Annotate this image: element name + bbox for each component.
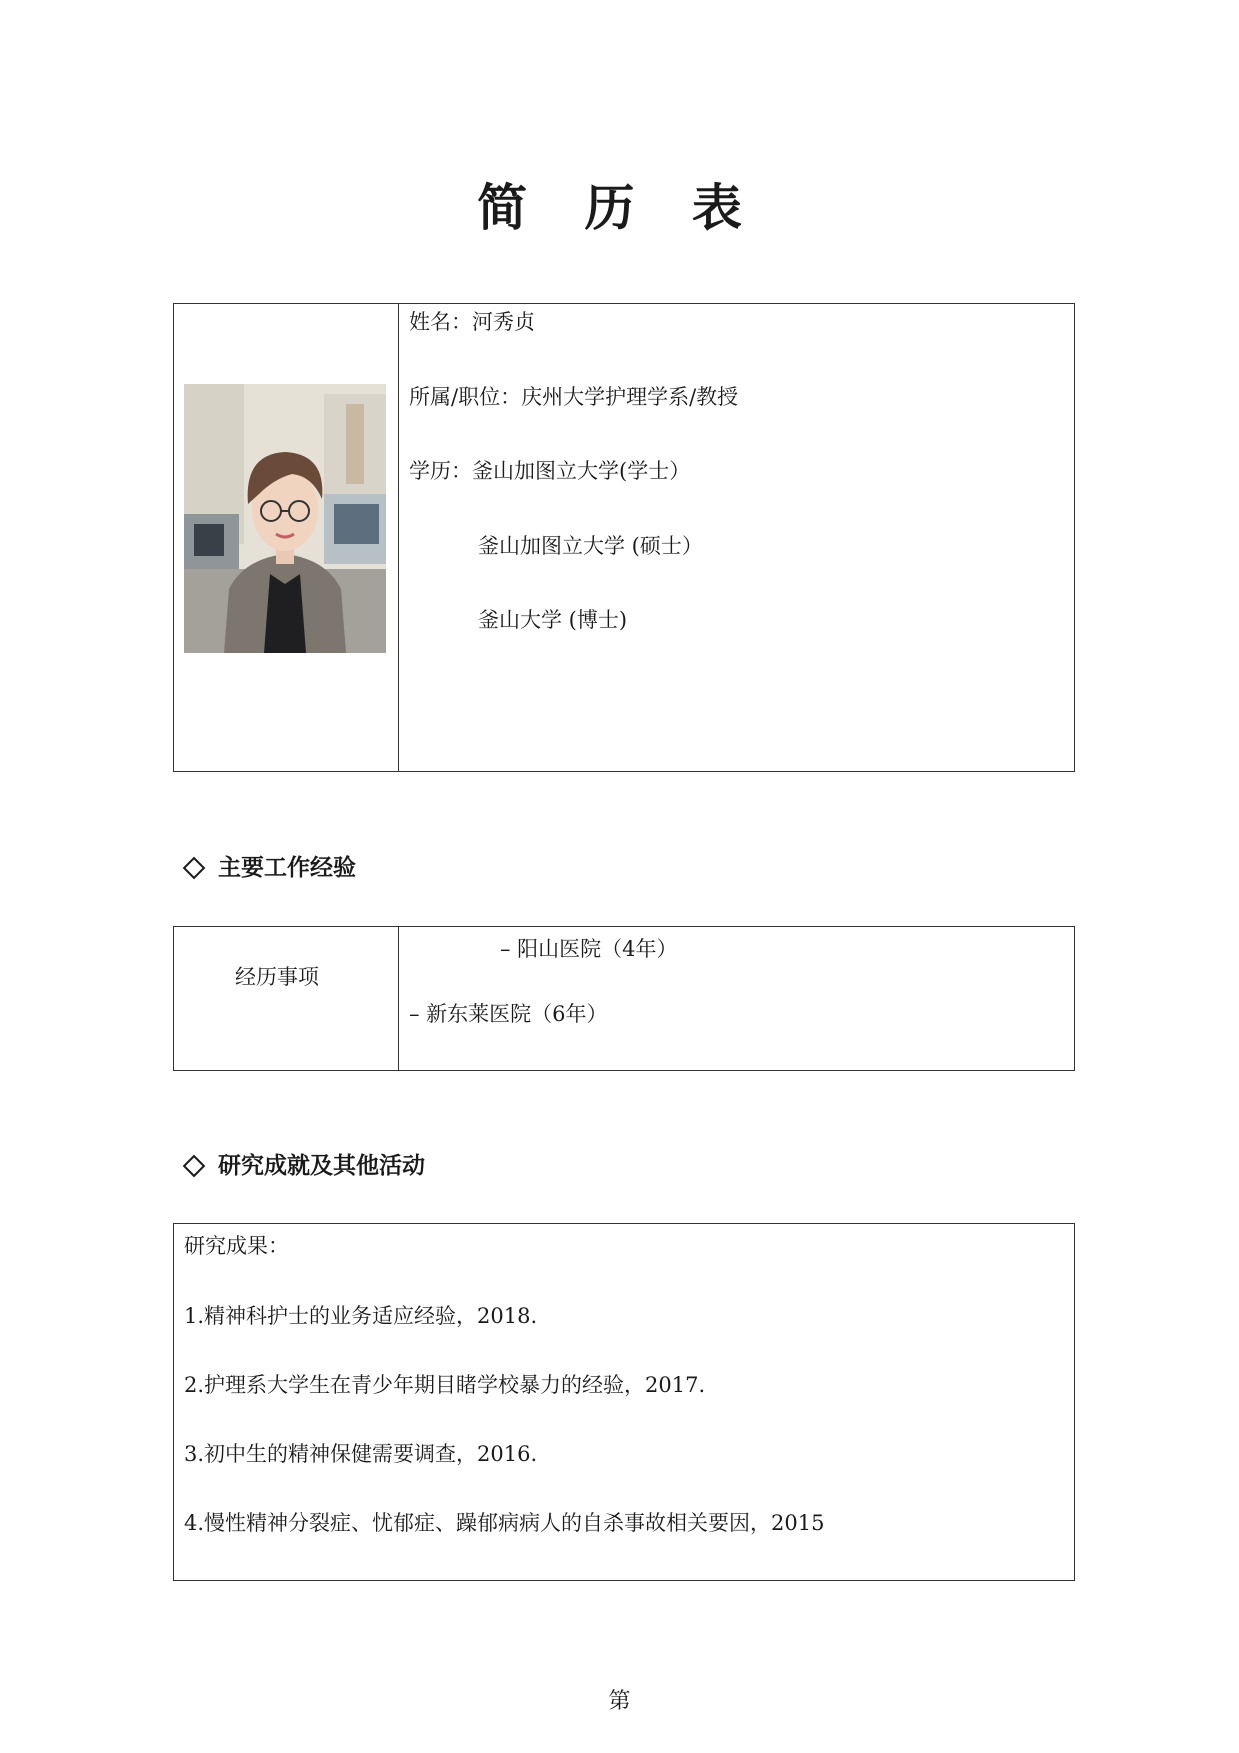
research-item-1: 1.精神科护士的业务适应经验，2018. — [184, 1304, 538, 1328]
position-line: 所属/职位：庆州大学护理学系/教授 — [409, 385, 739, 409]
page-footer: 第 — [608, 1689, 631, 1714]
research-heading — [180, 1151, 425, 1181]
document-title: 简 历 表 — [477, 179, 762, 237]
portrait-image — [184, 384, 386, 653]
education-line-1: 学历：釜山加图立大学(学士） — [409, 459, 691, 483]
diamond-bullet-icon — [183, 856, 206, 879]
research-heading-text: 研究成就及其他活动 — [218, 1153, 425, 1179]
work-item-1: – 阳山医院（4年） — [500, 937, 678, 961]
work-divider — [398, 927, 399, 1070]
work-heading — [180, 853, 356, 883]
name-line: 姓名：河秀贞 — [409, 310, 535, 334]
research-item-2: 2.护理系大学生在青少年期目睹学校暴力的经验，2017. — [184, 1373, 706, 1397]
work-item-2: – 新东莱医院（6年） — [409, 1002, 608, 1026]
research-item-4: 4.慢性精神分裂症、忧郁症、躁郁病病人的自杀事故相关要因，2015 — [184, 1511, 825, 1535]
profile-divider — [398, 304, 399, 771]
education-line-3: 釜山大学 (博士) — [478, 608, 628, 632]
education-line-2: 釜山加图立大学 (硕士） — [478, 534, 703, 558]
work-heading-text: 主要工作经验 — [218, 855, 356, 881]
diamond-bullet-icon — [183, 1154, 206, 1177]
research-label: 研究成果： — [184, 1234, 289, 1258]
profile-photo — [184, 384, 386, 653]
work-label: 经历事项 — [235, 965, 319, 989]
research-item-3: 3.初中生的精神保健需要调查，2016. — [184, 1442, 538, 1466]
